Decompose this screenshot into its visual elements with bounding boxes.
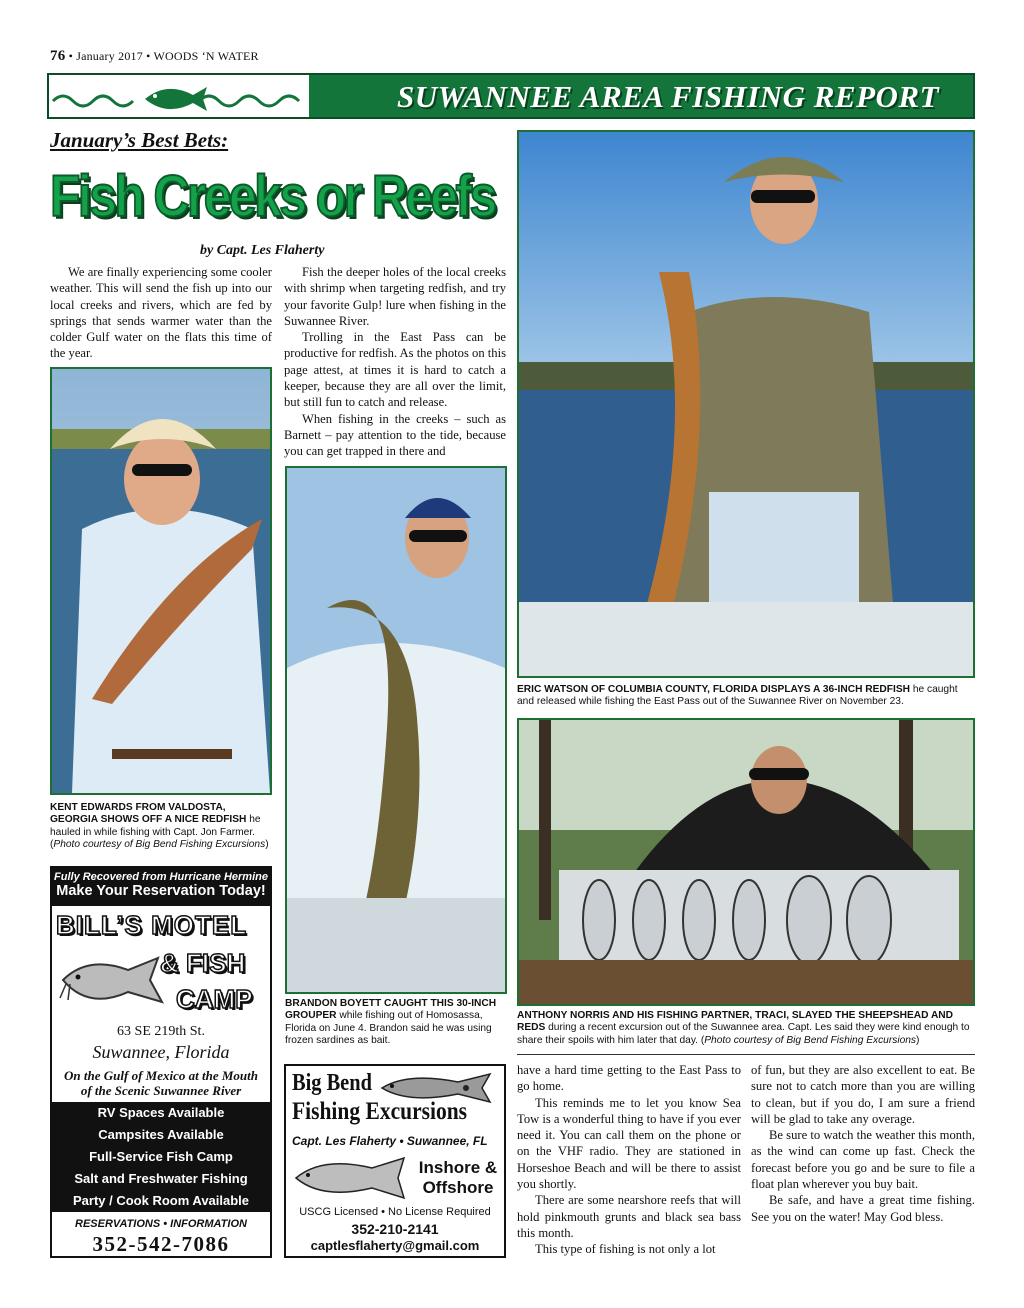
redfish-photo-illustration bbox=[52, 369, 270, 793]
paragraph: This reminds me to let you know Sea Tow is a wonderful thing to have if you ever need it. You can call them on the phone or on the VHF radio. They are stationed in Horseshoe Beach and will be there to assist you shortly. bbox=[517, 1095, 741, 1192]
charter-captain: Capt. Les Flaherty • Suwannee, FL bbox=[292, 1134, 488, 1148]
paragraph: This type of fishing is not only a lot bbox=[535, 1242, 716, 1257]
caption-brandon bbox=[285, 998, 507, 1048]
charter-phone: 352-210-2141 bbox=[351, 1221, 439, 1237]
grouper-photo-illustration bbox=[287, 468, 505, 992]
headline: Fish Creeks or Reefs bbox=[50, 164, 495, 229]
kicker: January’s Best Bets: bbox=[50, 128, 229, 152]
article-column-2 bbox=[284, 264, 506, 460]
charter-name-line2: Fishing Excursions bbox=[292, 1098, 468, 1125]
motel-name-line3: CAMP bbox=[176, 984, 253, 1014]
issue-line: • January 2017 • WOODS ‘N WATER bbox=[68, 49, 259, 63]
paragraph: There are some nearshore reefs that will hold pinkmouth grunts and black sea bass this month. bbox=[517, 1193, 741, 1240]
charter-name-line1: Big Bend bbox=[292, 1070, 372, 1096]
redfish-boat-photo-illustration bbox=[519, 132, 973, 676]
divider bbox=[517, 1054, 975, 1055]
paragraph: have a hard time getting to the East Pass to go home. bbox=[517, 1063, 741, 1094]
caption-text: ) bbox=[265, 839, 269, 851]
caption-credit: Photo courtesy of Big Bend Fishing Excursions bbox=[53, 839, 266, 851]
charter-type: Inshore & bbox=[418, 1158, 498, 1177]
caption-bold: ERIC WATSON OF COLUMBIA COUNTY, FLORIDA DISPLAYS A 36-INCH REDFISH bbox=[517, 684, 910, 695]
page-number: 76 bbox=[50, 48, 66, 64]
paragraph: Be sure to watch the weather this month, as the wind can come up fast. Check the forecast before you go and be sure to file a float plan wherever you buy bait. bbox=[751, 1128, 975, 1192]
caption-kent bbox=[50, 802, 272, 852]
motel-tagline: On the Gulf of Mexico at the Mouth of the Scenic Suwannee River bbox=[64, 1068, 258, 1098]
photo-kent-edwards bbox=[50, 367, 272, 795]
article-column-4 bbox=[751, 1062, 975, 1225]
catfish-icon bbox=[58, 950, 168, 1020]
paragraph: When fishing in the creeks – such as Barnett – pay attention to the tide, because you can get trapped in there and bbox=[284, 411, 506, 459]
caption-anthony bbox=[517, 1010, 975, 1047]
caption-text: during a recent excursion out of the Suwannee area. Capt. Les said they were kind enough to share their spoils with him later that day. ( bbox=[517, 1022, 970, 1046]
caption-credit: Photo courtesy of Big Bend Fishing Excursions bbox=[704, 1034, 917, 1046]
amenity-item: RV Spaces Available bbox=[97, 1105, 225, 1120]
caption-text: he caught and released while fishing the East Pass out of the Suwannee River on November 23. bbox=[517, 684, 958, 708]
paragraph: of fun, but they are also excellent to eat. Be sure not to catch more than you are willing to clean, but if you do, I am sure a friend will be glad to take any overage. bbox=[751, 1063, 975, 1126]
section-banner bbox=[47, 73, 975, 119]
banner-title: SUWANNEE AREA FISHING REPORT bbox=[396, 79, 939, 114]
motel-address: 63 SE 219th St. bbox=[117, 1024, 205, 1039]
motel-city: Suwannee, Florida bbox=[92, 1042, 230, 1062]
ad-header bbox=[52, 868, 270, 906]
amenity-item: Full-Service Fish Camp bbox=[89, 1149, 233, 1164]
charter-license: USCG Licensed • No License Required bbox=[299, 1206, 491, 1218]
paragraph: Be safe, and have a great time fishing. See you on the water! May God bless. bbox=[751, 1193, 975, 1224]
caption-bold: ANTHONY NORRIS AND HIS FISHING PARTNER, TRACI, SLAYED THE SHEEPSHEAD AND REDS bbox=[517, 1010, 954, 1034]
caption-bold: BRANDON BOYETT CAUGHT THIS 30-INCH GROUPER bbox=[285, 998, 497, 1022]
charter-email: captlesflaherty@gmail.com bbox=[310, 1238, 480, 1253]
motel-phone: 352-542-7086 bbox=[92, 1232, 230, 1256]
ad-header-bold: Make Your Reservation Today! bbox=[56, 883, 266, 899]
charter-type: Offshore bbox=[422, 1178, 494, 1197]
grouper-icon bbox=[292, 1154, 412, 1202]
caption-text: he hauled in while fishing with Capt. Jon Farmer. ( bbox=[50, 814, 261, 851]
fish-wave-icon bbox=[49, 75, 309, 117]
paragraph: Trolling in the East Pass can be productive for redfish. As the photos on this page attest, at times it is hard to catch a keeper, because they are all over the limit, but still fun to catch and release. bbox=[284, 330, 506, 410]
amenities-list bbox=[52, 1102, 270, 1212]
page-folio bbox=[50, 48, 259, 65]
charter-types bbox=[416, 1158, 500, 1198]
amenity-item: Salt and Freshwater Fishing bbox=[74, 1171, 248, 1186]
photo-eric-watson bbox=[517, 130, 975, 678]
caption-eric bbox=[517, 684, 975, 709]
photo-anthony-norris bbox=[517, 718, 975, 1006]
amenity-item: Campsites Available bbox=[98, 1127, 224, 1142]
motel-name-line1: BILL’S MOTEL bbox=[56, 910, 248, 940]
ad-header-italic: Fully Recovered from Hurricane Hermine bbox=[54, 871, 268, 883]
caption-text: ) bbox=[916, 1034, 920, 1046]
article-column-1 bbox=[50, 264, 272, 362]
amenity-item: Party / Cook Room Available bbox=[72, 1193, 250, 1208]
byline: by Capt. Les Flaherty bbox=[200, 243, 325, 258]
ad-big-bend bbox=[284, 1064, 506, 1258]
photo-brandon-boyett bbox=[285, 466, 507, 994]
paragraph: Fish the deeper holes of the local creeks with shrimp when targeting redfish, and try your favorite Gulp! lure when fishing in the Suwannee River. bbox=[284, 265, 506, 328]
sheepshead-table-photo-illustration bbox=[519, 720, 973, 1004]
paragraph: We are finally experiencing some cooler weather. This will send the fish up into our local creeks and rivers, which are fed by springs that sends warmer water than the colder Gulf water on the flats this time of the year. bbox=[50, 265, 272, 361]
caption-text: while fishing out of Homosassa, Florida on June 4. Brandon said he was using frozen sardines as bait. bbox=[285, 1010, 492, 1047]
reservations-label: RESERVATIONS • INFORMATION bbox=[75, 1218, 247, 1230]
article-column-3 bbox=[517, 1062, 741, 1258]
motel-name-line2: & FISH bbox=[160, 948, 246, 978]
caption-bold: KENT EDWARDS FROM VALDOSTA, GEORGIA SHOWS OFF A NICE REDFISH bbox=[50, 802, 247, 826]
ad-bills-motel bbox=[50, 866, 272, 1258]
